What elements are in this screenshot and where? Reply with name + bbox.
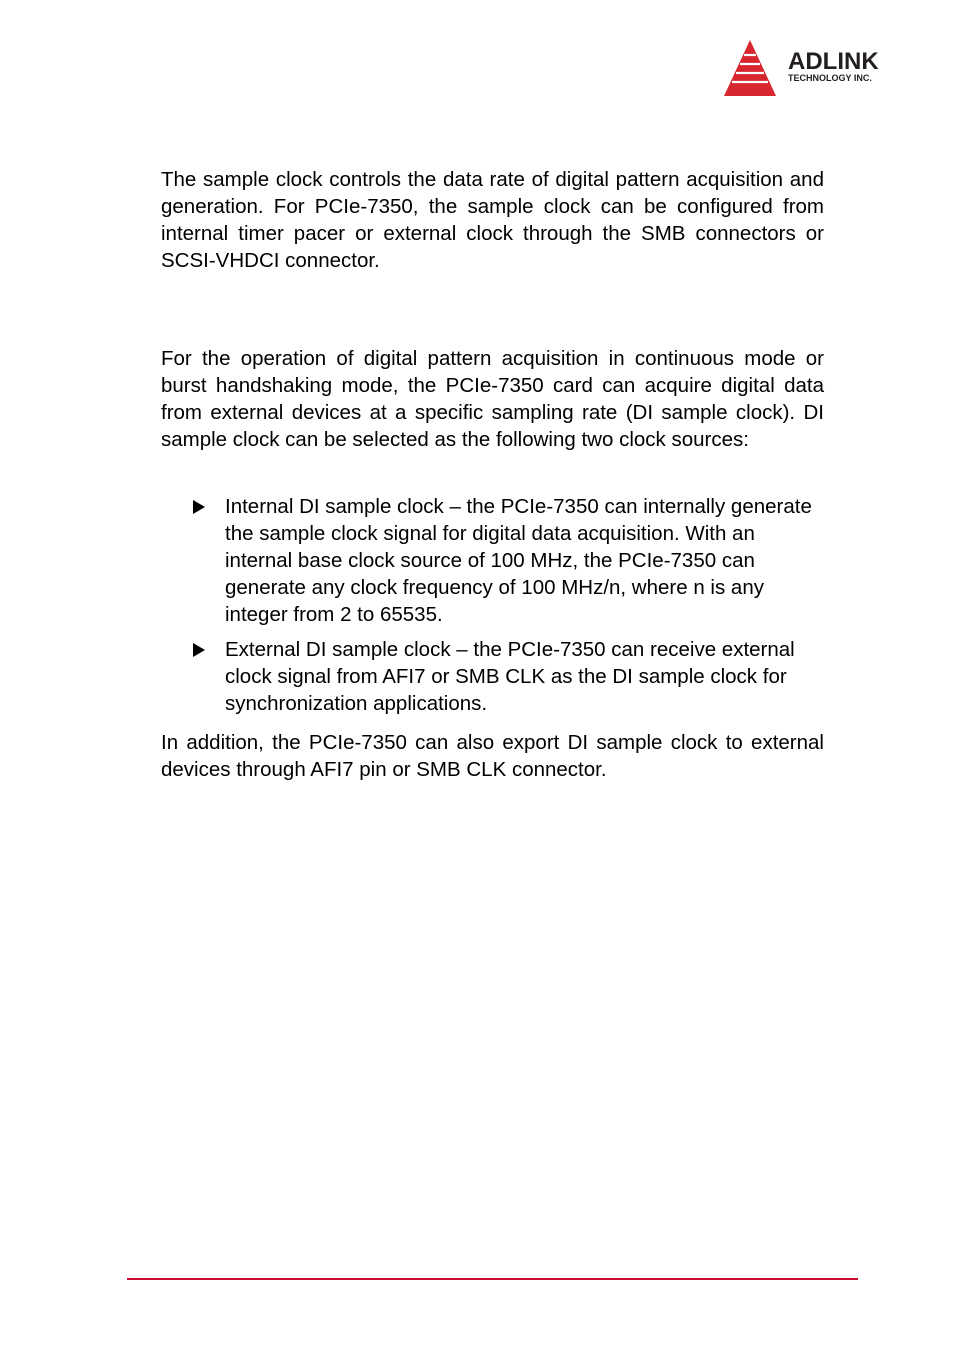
right-triangle-bullet-icon [193,643,205,657]
logo-brand-text: ADLINK [788,48,879,75]
list-item [193,493,825,628]
list-item [193,636,825,717]
list-item-text: Internal DI sample clock – the PCIe-7350 can internally generate the sample clock signal for digital data acquisition. With an internal base clock source of 100 MHz, the PCIe-7350 can generate any clock frequency of 100 MHz/n, where n is any integer from 2 to 65535. [225,495,812,626]
right-triangle-bullet-icon [193,500,205,514]
list-item-text: External DI sample clock – the PCIe-7350 can receive external clock signal from AFI7 or SMB CLK as the DI sample clock for synchronization applications. [225,638,795,715]
paragraph-di-sample-clock [161,345,824,453]
paragraph-text: The sample clock controls the data rate of digital pattern acquisition and generation. For PCIe-7350, the sample clock can be configured from internal timer pacer or external clock through the SMB connectors or SCSI-VHDCI connector. [161,168,824,272]
footer-divider [127,1278,858,1280]
paragraph-text: In addition, the PCIe-7350 can also export DI sample clock to external devices through AFI7 pin or SMB CLK connector. [161,731,824,781]
adlink-triangle-logo-icon [722,38,912,100]
clock-source-list [193,493,825,725]
paragraph-export-clock [161,729,824,783]
adlink-logo [722,38,912,100]
paragraph-sample-clock-intro [161,166,824,274]
logo-tagline-text: TECHNOLOGY INC. [788,73,872,83]
paragraph-text: For the operation of digital pattern acquisition in continuous mode or burst handshaking mode, the PCIe-7350 card can acquire digital data from external devices at a specific sampling rate (DI sample clock). DI sample clock can be selected as the following two clock sources: [161,347,824,451]
